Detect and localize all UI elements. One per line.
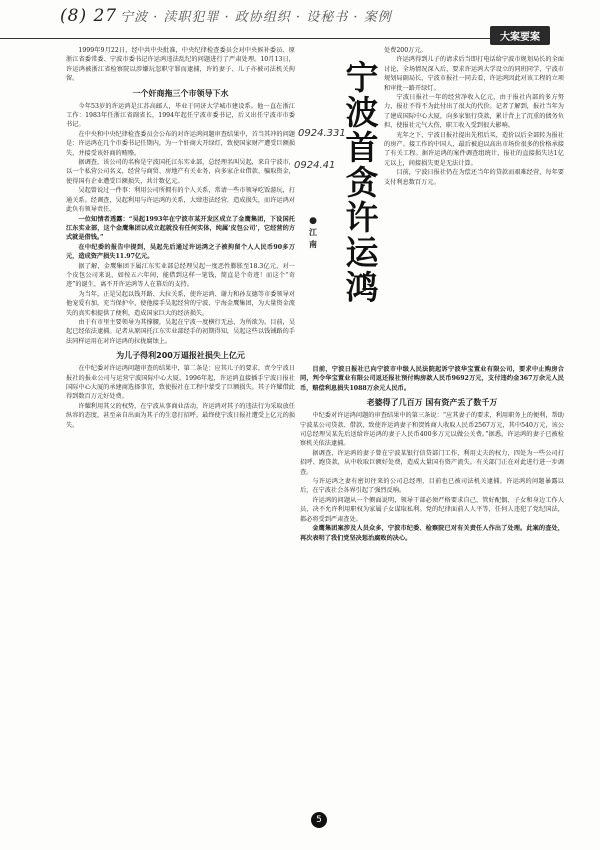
paragraph: 目前，宁波日报社已向宁波市中级人民法院起诉宁波华宝置业有限公司，要求中止购房合同，判令华宝置业有限公司返还报社预付购房款人民币9692万元，支付违约金367万余元人民币，赔偿利息损失1088万余元人民币。 xyxy=(300,366,564,392)
paragraph: 在中纪委的报告中提到，吴起先后通过许运鸿之子被拘留个人人民币90多万元，造成资产损失11.97亿元。 xyxy=(66,243,295,261)
paragraph: 据了解，金鹰集团下属江东实业部总经理吴起一度恶性膨胀至18.3亿元，对一个皮包公司来说，如按五六年间，能借到这样一笔钱，简直是个奇迹！而这个“奇迹”的诞生，离不开许运鸿等人在幕后的支持。 xyxy=(66,262,295,289)
paragraph: 一位知情者透露：“吴起1993年在宁波市某开发区成立了金鹰集团，下设国托江东实业部，这个金鹰集团以成立起就没有任何实体，纯属‘皮包公司’，它经营的方式就是借钱。” xyxy=(66,215,295,242)
header-rule xyxy=(0,38,490,39)
paragraph: 许运鸿得到儿子的请求后当即打电话给宁波市规划局长的全面讨论，全场情况深入后，要求许运鸿大学设立的同班同学、宁波市规划局副局长、宁波市报社一同去看，许运鸿因此对该工程的立项和审批一路开绿灯。 xyxy=(384,56,564,92)
paragraph: 中纪委对许运鸿问题的审查结果中的第三条说：“应其妻子的要求，利用职务上的便利，帮助宁波某公司贷款、借款，致使许运鸿妻子和贺姓商人收取人民币2567万元，其中540万元，该公司总经理吴某先后送给许运鸿的妻子人民币400多万元以做公关费。”据悉，许运鸿的妻子已被检察机关依法逮捕。 xyxy=(300,412,564,448)
page-index: (8) 27 xyxy=(60,6,118,26)
title-char: 宁 xyxy=(345,58,379,97)
subheading: 一个奸商拖三个市领导下水 xyxy=(132,88,229,98)
page-number: 5 xyxy=(311,812,327,828)
title-char: 鸿 xyxy=(345,268,379,307)
section-badge: 大案要案 xyxy=(490,26,550,45)
article-title xyxy=(294,58,384,360)
title-char: 首 xyxy=(345,128,379,167)
paragraph: 1999年9月22日，经中共中央批准，中央纪律检查委员会对中央候补委员、原浙江省委常委、宁波市委书记许运鸿违法乱纪的问题进行了严肃处理。10月13日，许运鸿被浙江省检察院以涉嫌玩忽职守罪而逮捕，许的妻子、儿子亦被司法机关拘留。 xyxy=(66,47,295,83)
paragraph: 与许运鸿之妻有密切往来的公司总经理，目前也已被司法机关逮捕。许运鸿的问题暴露以后，在宁波社会各界引起了强烈反响。 xyxy=(300,478,564,495)
subheading: 老婆得了几百万 国有资产丢了数千万 xyxy=(366,398,498,408)
paragraph: 宁波日报社一年的经营净收入亿元，由于报社内部的多方努力，报社不得不为此付出了很大的代价。记者了解到，报社当年为了建成国际中心大厦，向多家银行贷款，累计背上了沉重的债务负担，使报社元气大伤，职工收入受到很大影响。 xyxy=(384,94,564,130)
paragraph: 许运鸿的问题从一个侧面说明，领导干部必须严格要求自己，管好配偶、子女和身边工作人员，决不允许利用职权为家属子女谋取私利。党的纪律面前人人平等，任何人违犯了党纪国法，都必将受到严肃查处。 xyxy=(300,496,564,523)
left-column xyxy=(66,46,295,430)
paragraph: 据调查，许运鸿的妻子曾在宁波某银行信贷部门工作，利用丈夫的权力，四处为一些公司打招呼、跑贷款，从中收取巨额好处费，造成大量国有资产流失。有关部门正在对此进行进一步调查。 xyxy=(300,449,564,476)
paragraph: 金鹰集团案涉及人员众多，宁波市纪委、检察院已对有关责任人作出了处理。此案的查处，再次表明了我们党坚决惩治腐败的决心。 xyxy=(300,525,564,542)
paragraph: 处费200万元。 xyxy=(384,47,427,54)
subheading: 为儿子得利200万逼报社损失上亿元 xyxy=(116,351,245,361)
handwritten-note: 0924.331 xyxy=(298,128,346,139)
page-header xyxy=(60,4,550,43)
paragraph: 目前，宁波日报社仍在为偿还当年的贷款而艰难经营，每年要支付利息数百万元。 xyxy=(384,169,564,186)
author-char: 南 xyxy=(309,240,317,249)
paragraph: 为当年，正是吴起以钱开路、大拉关系，使许运鸿、谢力和孙友德等市委领导对他宠爱有加，充当保护伞，使他接手吴起经营的宁波、宁海金鹰集团，为大量资金流失的真实相提供了便利，造成国家巨大的经济损失。 xyxy=(66,290,295,317)
title-char: 波 xyxy=(345,93,379,132)
paragraph: 在中纪委对许运鸿问题审查的结果中，第二条是：应其儿子的要求，责令宁波日报社的报业公司与运营宁波国际中心大厦。1996年起，许运鸿直接插手宁波日报社国际中心大厦的承建商选择事宜，致使报社在工程中蒙受了巨额损失。其子许耀借此得到数百万元好处费。 xyxy=(66,365,295,401)
paragraph: 许耀利用其父的权势，在宁波从事商业活动，许运鸿对其子的违法行为采取放任纵容的态度，甚至亲自出面为其子的生意打招呼，最终使宁波日报社遭受上亿元的损失。 xyxy=(66,402,295,429)
right-column xyxy=(384,46,564,187)
paragraph: 由于有市里主要领导为其撑腰，吴起在宁波一度横行无忌，为所欲为。目前，吴起已经依法逮捕。记者从原国托江东实业部经手的初期得知，吴起这些以钱铺路的手法同样运用在对许运鸿的拉拢腐蚀上。 xyxy=(66,318,295,345)
bullet-icon: ● xyxy=(309,216,317,226)
paragraph: 吴起曾说过一件事：利用公司所拥有的个人关系，常请一些市领导吃饭游玩，打通关系。经调查，吴起利用与许运鸿的关系，大肆违法经营，造成损失，而许运鸿对此负有领导责任。 xyxy=(66,187,295,214)
title-char: 许 xyxy=(345,198,379,237)
paragraph: 在中央和中央纪律检查委员会公布的对许运鸿问题审查结果中，首当其冲的问题是：许运鸿在几个市委书记任期内，为一个奸商大开绿灯，致使国家财产遭受巨额损失，并接受该奸商的贿赂。 xyxy=(66,130,295,157)
title-vertical xyxy=(340,60,384,305)
title-char: 运 xyxy=(345,233,379,272)
author-byline xyxy=(306,215,320,251)
paragraph: 据调查，该公司的名称是宁波国托江东实业部，总经理名叫吴起，来自宁波市，以一个私营公司名义，经营与商贸、房地产有关业务，向多家企业借款、骗取资金，使得国有企业遭受巨额损失，共计数亿元。 xyxy=(66,159,295,185)
handwritten-note: 0924.41 xyxy=(294,160,336,171)
right-bottom-column xyxy=(300,365,564,543)
author-char: 江 xyxy=(309,228,317,237)
handwritten-annotation: 宁波 · 渎职犯罪 · 政协组织 · 设秘书 · 案例 xyxy=(120,10,392,25)
paragraph: 今年53岁的许运鸿是江苏高邮人，毕业于同济大学城市建设系。他一直在浙江工作：1983年任浙江省副省长，1994年起任宁波市委书记，后又出任宁波市市委书记。 xyxy=(66,102,295,129)
title-char: 贪 xyxy=(345,163,379,202)
paragraph: 光年之下，宁波日报社提出先租后买，造价以后全部转为报社的房产。接工作的中国人，最后被迫以高出市场价很多的价格承接了有关工程。据许运鸿的案件调查组统计，报社的直接损失达1亿元以上，间接损失更是无法计算。 xyxy=(384,131,564,167)
